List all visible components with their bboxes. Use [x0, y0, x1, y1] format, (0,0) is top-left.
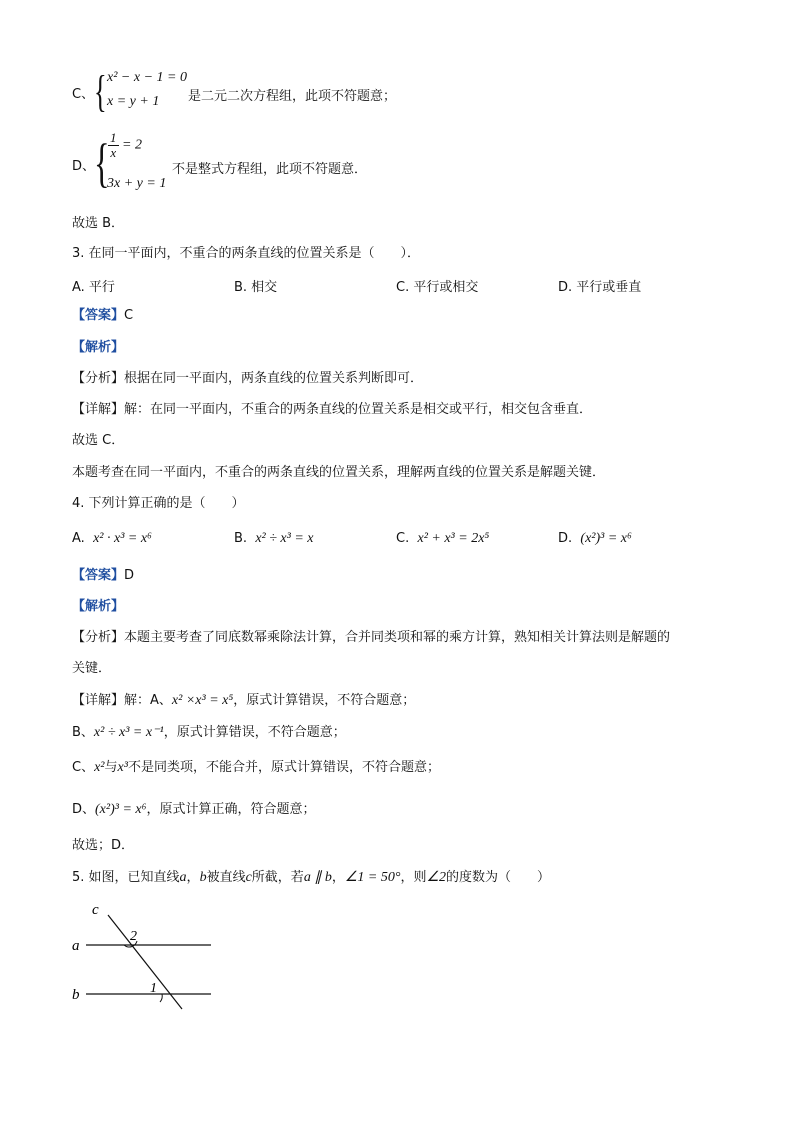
- system-brace: {: [94, 133, 110, 193]
- q4-conclusion: 故选；D．: [72, 838, 135, 853]
- fraction: $\frac{1}{x}$: [110, 130, 117, 160]
- q3-stem: 3. 在同一平面内，不重合的两条直线的位置关系是（ ）．: [72, 246, 421, 261]
- label-b: b: [72, 987, 80, 1003]
- option-c-comment: 是二元二次方程组，此项不符题意；: [188, 89, 397, 104]
- label-1: 1: [150, 981, 157, 996]
- system-brace: {: [94, 67, 107, 116]
- q4-option-b: B. x² ÷ x³ = x: [234, 531, 314, 546]
- q4-option-c: C. x² + x³ = 2x⁵: [396, 531, 490, 546]
- q4-option-d: D. (x²)³ = x⁶: [558, 531, 632, 546]
- label-c: c: [92, 902, 99, 918]
- label-a: a: [72, 938, 80, 954]
- option-c-equation-1: x² − x − 1 = 0: [107, 70, 187, 85]
- q3-fenxi: 【分析】根据在同一平面内，两条直线的位置关系判断即可．: [72, 371, 424, 386]
- q3-option-d: D. 平行或垂直: [558, 280, 642, 295]
- option-d-comment: 不是整式方程组，此项不符题意．: [172, 162, 368, 177]
- q4-fenxi-line-1: 【分析】本题主要考查了同底数幂乘除法计算，合并同类项和幂的乘方计算，熟知相关计算法则是解题的: [72, 630, 671, 645]
- q4-fenxi-line-2: 关键．: [72, 661, 112, 676]
- q4-stem: 4. 下列计算正确的是（ ）: [72, 496, 245, 511]
- q4-analysis-heading: 【解析】: [72, 599, 125, 614]
- label-2: 2: [130, 929, 137, 944]
- q3-conclusion: 故选 C．: [72, 433, 125, 448]
- q4-detail-a: 【详解】解：A、x² ×x³ = x⁵，原式计算错误，不符合题意；: [72, 693, 416, 708]
- angle-1-arc: [160, 994, 162, 1002]
- q4-detail-c: C、x²与x³不是同类项，不能合并，原式计算错误，不符合题意；: [72, 760, 440, 775]
- q3-option-b: B. 相交: [234, 280, 278, 295]
- q3-option-a: A. 平行: [72, 280, 115, 295]
- q2-conclusion: 故选 B．: [72, 216, 125, 231]
- option-d-equation-2: 3x + y = 1: [107, 176, 167, 191]
- q4-option-a: A. x² · x³ = x⁶: [72, 531, 152, 546]
- option-d-label: D、: [72, 159, 96, 174]
- option-c-label: C、: [72, 87, 95, 102]
- q3-detail: 【详解】解：在同一平面内，不重合的两条直线的位置关系是相交或平行，相交包含垂直．: [72, 402, 593, 417]
- q4-detail-d: D、(x²)³ = x⁶，原式计算正确，符合题意；: [72, 802, 316, 817]
- line-c: [108, 915, 182, 1009]
- q3-analysis-heading: 【解析】: [72, 340, 125, 355]
- q3-summary: 本题考查在同一平面内，不重合的两条直线的位置关系，理解两直线的位置关系是解题关键．: [72, 465, 606, 480]
- q3-option-c: C. 平行或相交: [396, 280, 479, 295]
- option-c-equation-2: x = y + 1: [107, 94, 160, 109]
- q4-detail-b: B、x² ÷ x³ = x⁻¹，原式计算错误，不符合题意；: [72, 725, 346, 740]
- q3-answer: 【答案】C: [72, 308, 134, 323]
- option-d-equation-1: $\frac{1}{x}$ = 2: [110, 130, 142, 160]
- q4-answer: 【答案】D: [72, 568, 135, 583]
- q5-stem: 5. 如图，已知直线a，b被直线c所截，若a ∥ b，∠1 = 50°，则∠2的度数为（ ）: [72, 870, 551, 885]
- parallel-lines-figure: [66, 898, 226, 1014]
